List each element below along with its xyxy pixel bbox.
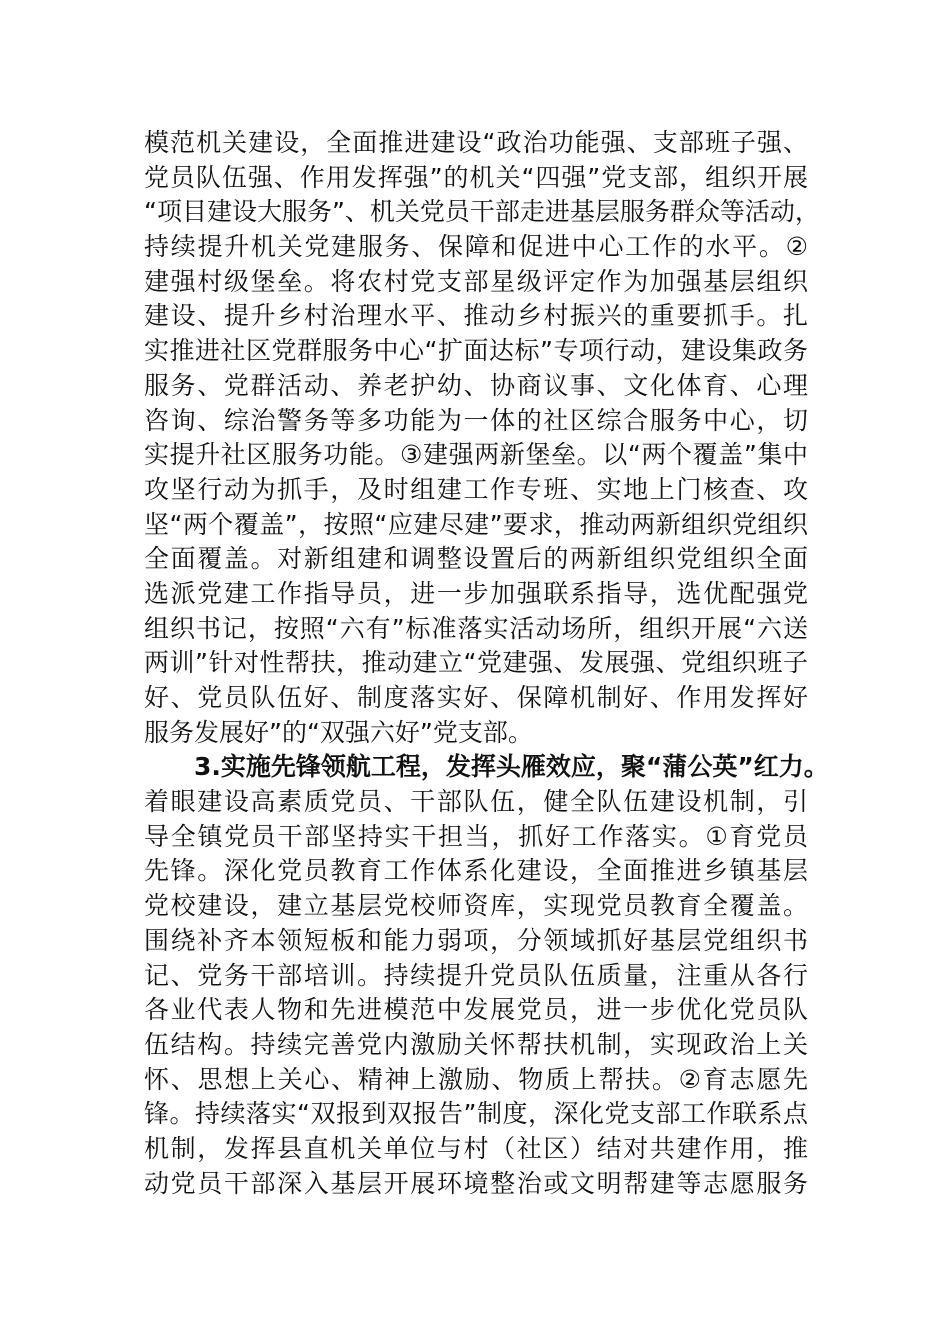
paragraph-1 [144, 126, 820, 750]
text-line: 咨询、综治警务等多功能为一体的社区综合服务中心，切 [144, 405, 808, 435]
text-line: 攻坚行动为抓手，及时组建工作专班、实地上门核查、攻 [144, 474, 808, 504]
text-line: 机制，发挥县直机关单位与村（社区）结对共建作用，推 [144, 1133, 808, 1163]
body-text [144, 126, 829, 1201]
text-line: 全面覆盖。对新组建和调整设置后的两新组织党组织全面 [144, 544, 808, 574]
section-heading: 3.实施先锋领航工程，发挥头雁效应，聚“蒲公英”红力。 [194, 752, 829, 782]
text-line: 党员队伍强、作用发挥强”的机关“四强”党支部，组织开展 [144, 162, 808, 192]
text-line: 好、党员队伍好、制度落实好、保障机制好、作用发挥好 [144, 683, 808, 712]
text-line: 围绕补齐本领短板和能力弱项，分领域抓好基层党组织书 [144, 925, 808, 955]
text-line: 组织书记，按照“六有”标准落实活动场所，组织开展“六送 [144, 613, 808, 643]
text-line: 坚“两个覆盖”，按照“应建尽建”要求，推动两新组织党组织 [144, 509, 808, 539]
text-line: 先锋。深化党员教育工作体系化建设，全面推进乡镇基层 [144, 856, 808, 886]
text-line: “项目建设大服务”、机关党员干部走进基层服务群众等活动， [144, 197, 820, 227]
text-line: 建设、提升乡村治理水平、推动乡村振兴的重要抓手。扎 [144, 301, 808, 331]
text-line: 导全镇党员干部坚持实干担当，抓好工作落实。①育党员 [144, 821, 808, 851]
text-line: 各业代表人物和先进模范中发展党员，进一步优化党员队 [144, 995, 808, 1025]
text-line: 建强村级堡垒。将农村党支部星级评定作为加强基层组织 [144, 266, 808, 296]
text-line: 动党员干部深入基层开展环境整治或文明帮建等志愿服务 [144, 1168, 808, 1198]
text-line: 持续提升机关党建服务、保障和促进中心工作的水平。② [144, 232, 808, 262]
text-line: 伍结构。持续完善党内激励关怀帮扶机制，实现政治上关 [144, 1029, 808, 1059]
text-line: 服务发展好”的“双强六好”党支部。 [144, 717, 533, 747]
text-line: 模范机关建设，全面推进建设“政治功能强、支部班子强、 [144, 128, 808, 157]
text-line: 两训”针对性帮扶，推动建立“党建强、发展强、党组织班子 [144, 648, 808, 678]
text-line: 记、党务干部培训。持续提升党员队伍质量，注重从各行 [144, 960, 808, 990]
text-line: 着眼建设高素质党员、干部队伍，健全队伍建设机制，引 [144, 787, 808, 817]
text-line: 党校建设，建立基层党校师资库，实现党员教育全覆盖。 [144, 891, 808, 921]
text-line: 服务、党群活动、养老护幼、协商议事、文化体育、心理 [144, 370, 808, 400]
text-line: 选派党建工作指导员，进一步加强联系指导，选优配强党 [144, 578, 808, 608]
text-line: 实推进社区党群服务中心“扩面达标”专项行动，建设集政务 [144, 336, 808, 366]
text-line: 实提升社区服务功能。③建强两新堡垒。以“两个覆盖”集中 [144, 440, 808, 470]
text-line: 锋。持续落实“双报到双报告”制度，深化党支部工作联系点 [144, 1099, 808, 1129]
paragraph-2 [144, 785, 808, 1201]
text-line: 怀、思想上关心、精神上激励、物质上帮扶。②育志愿先 [144, 1064, 808, 1094]
